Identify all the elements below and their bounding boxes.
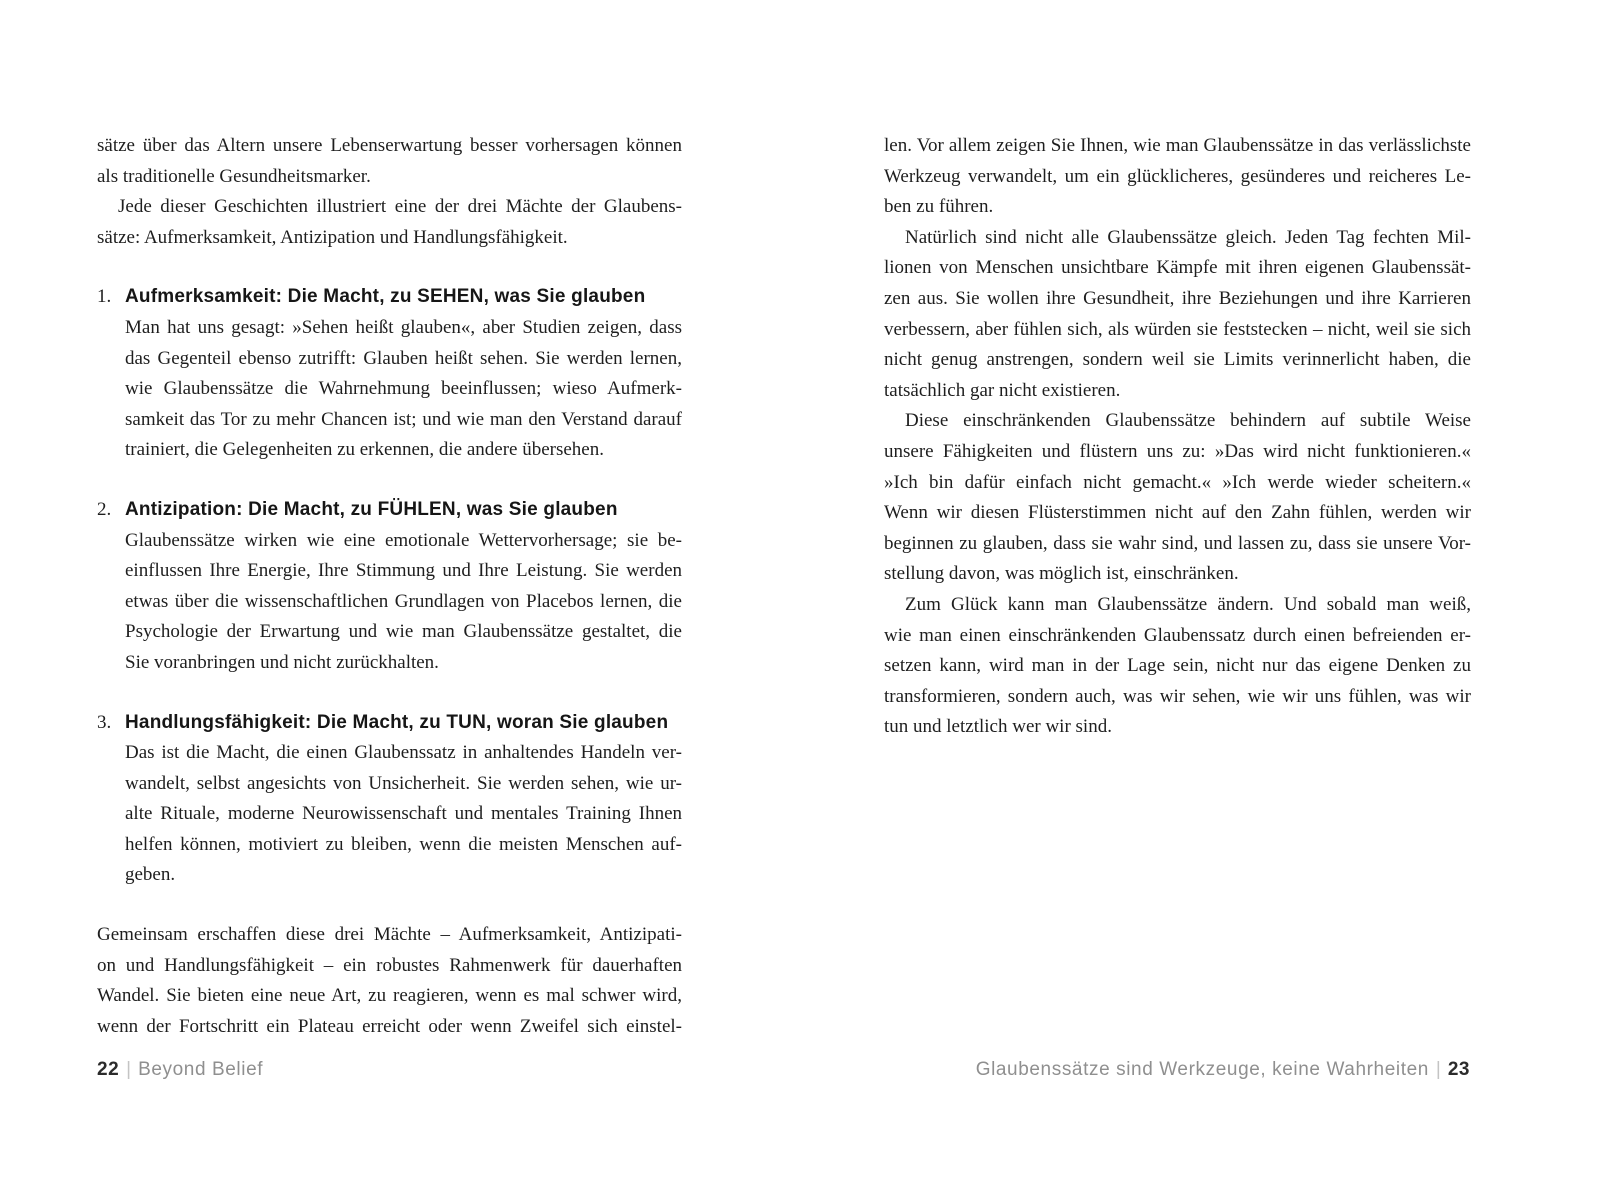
- list-item-heading: Handlungsfähigkeit: Die Macht, zu TUN, woran Sie glauben: [125, 711, 669, 733]
- text-line: samkeit das Tor zu mehr Chancen ist; und wie man den Verstand darauf: [125, 408, 682, 430]
- text-line: Psychologie der Erwartung und wie man Glaubenssätze gestaltet, die: [125, 621, 682, 643]
- text-line: Werkzeug verwandelt, um ein glücklicheres, gesünderes und reicheres Le-: [884, 165, 1471, 187]
- text-line: einflussen Ihre Energie, Ihre Stimmung und Ihre Leistung. Sie werden: [125, 560, 682, 582]
- text-line: Wenn wir diesen Flüsterstimmen nicht auf den Zahn fühlen, werden wir: [884, 502, 1471, 524]
- page-left: [97, 131, 682, 1042]
- text-line: transformieren, sondern auch, was wir sehen, wie wir uns fühlen, was wir: [884, 685, 1471, 707]
- page-number-left: 22: [97, 1059, 120, 1080]
- list-item: [97, 282, 682, 466]
- page-number-right: 23: [1447, 1059, 1470, 1080]
- text-line: wie Glaubenssätze die Wahrnehmung beeinflussen; wieso Aufmerk-: [125, 378, 682, 400]
- text-line: Jede dieser Geschichten illustriert eine der drei Mächte der Glaubens-: [118, 196, 682, 218]
- text-line: tun und letztlich wer wir sind.: [884, 716, 1112, 738]
- text-line: alte Rituale, moderne Neurowissenschaft und mentales Training Ihnen: [125, 803, 682, 825]
- text-line: Gemeinsam erschaffen diese drei Mächte – Aufmerksamkeit, Antizipati-: [97, 924, 682, 946]
- text-line: verbessern, aber fühlen sich, als würden sie feststecken – nicht, weil sie sich: [884, 318, 1471, 340]
- footer-book-title: Beyond Belief: [138, 1059, 264, 1080]
- text-line: geben.: [125, 864, 176, 886]
- footer-chapter-title: Glaubenssätze sind Werkzeuge, keine Wahrheiten: [975, 1059, 1429, 1080]
- text-line: nicht genug anstrengen, sondern weil sie Limits verinnerlicht haben, die: [884, 349, 1471, 371]
- text-line: len. Vor allem zeigen Sie Ihnen, wie man Glaubenssätze in das verlässlichste: [884, 135, 1471, 156]
- text-line: ben zu führen.: [884, 196, 994, 218]
- paragraph: [97, 192, 682, 253]
- text-line: Das ist die Macht, die einen Glaubenssatz in anhaltendes Handeln ver-: [125, 742, 682, 764]
- text-line: wie man einen einschränkenden Glaubenssatz durch einen befreienden er-: [884, 624, 1471, 646]
- text-line: beginnen zu glauben, dass sie wahr sind, und lassen zu, dass sie unsere Vor-: [884, 532, 1471, 554]
- list-item-number: 3.: [97, 711, 112, 733]
- text-line: sätze über das Altern unsere Lebenserwartung besser vorhersagen können: [97, 135, 682, 156]
- list-item-heading: Antizipation: Die Macht, zu FÜHLEN, was Sie glauben: [125, 498, 618, 520]
- text-line: etwas über die wissenschaftlichen Grundlagen von Placebos lernen, die: [125, 590, 682, 612]
- footer-left: [97, 1057, 263, 1083]
- text-line: zen aus. Sie wollen ihre Gesundheit, ihre Beziehungen und ihre Karrieren: [884, 287, 1471, 309]
- paragraph: [884, 590, 1471, 743]
- text-line: als traditionelle Gesundheitsmarker.: [97, 165, 371, 187]
- text-line: Glaubenssätze wirken wie eine emotionale Wettervorhersage; sie be-: [125, 529, 682, 551]
- footer-separator: |: [1435, 1059, 1441, 1080]
- text-line: Man hat uns gesagt: »Sehen heißt glauben«, aber Studien zeigen, dass: [125, 316, 682, 338]
- text-line: Natürlich sind nicht alle Glaubenssätze gleich. Jeden Tag fechten Mil-: [905, 226, 1471, 248]
- paragraph: [884, 406, 1471, 590]
- text-line: das Gegenteil ebenso zutrifft: Glauben heißt sehen. Sie werden lernen,: [125, 347, 682, 369]
- paragraph: [97, 920, 682, 1042]
- text-line: Zum Glück kann man Glaubenssätze ändern. Und sobald man weiß,: [905, 593, 1471, 615]
- text-line: Wandel. Sie bieten eine neue Art, zu reagieren, wenn es mal schwer wird,: [97, 985, 682, 1007]
- text-line: unsere Fähigkeiten und flüstern uns zu: »Das wird nicht funktionieren.«: [884, 440, 1471, 462]
- text-line: Diese einschränkenden Glaubenssätze behindern auf subtile Weise: [905, 410, 1471, 432]
- numbered-list: [97, 282, 682, 891]
- list-item-body: [125, 313, 682, 466]
- list-item-body: [125, 526, 682, 679]
- footer-separator: |: [126, 1059, 132, 1080]
- paragraph: [884, 223, 1471, 407]
- paragraph: [97, 131, 682, 192]
- list-item: [97, 708, 682, 892]
- text-line: trainiert, die Gelegenheiten zu erkennen, die andere übersehen.: [125, 439, 604, 461]
- list-item-body: [125, 738, 682, 891]
- text-line: wenn der Fortschritt ein Plateau erreicht oder wenn Zweifel sich einstel-: [97, 1015, 682, 1037]
- text-line: sätze: Aufmerksamkeit, Antizipation und Handlungsfähigkeit.: [97, 226, 568, 248]
- text-line: on und Handlungsfähigkeit – ein robustes Rahmenwerk für dauerhaften: [97, 954, 682, 976]
- list-item-number: 1.: [97, 286, 112, 308]
- text-line: lionen von Menschen unsichtbare Kämpfe mit ihren eigenen Glaubenssät-: [884, 257, 1471, 279]
- list-item-heading: Aufmerksamkeit: Die Macht, zu SEHEN, was Sie glauben: [125, 286, 646, 308]
- text-line: stellung davon, was möglich ist, einschränken.: [884, 563, 1239, 585]
- paragraph: [884, 131, 1471, 223]
- footer-right: [976, 1057, 1470, 1083]
- text-line: setzen kann, wird man in der Lage sein, nicht nur das eigene Denken zu: [884, 655, 1471, 677]
- list-item-number: 2.: [97, 498, 112, 520]
- text-line: wandelt, selbst angesichts von Unsicherheit. Sie werden sehen, wie ur-: [125, 772, 682, 794]
- text-line: »Ich bin dafür einfach nicht gemacht.« »Ich werde wieder scheitern.«: [884, 471, 1471, 493]
- text-line: Sie voranbringen und nicht zurückhalten.: [125, 651, 439, 673]
- list-item: [97, 495, 682, 679]
- text-line: helfen können, motiviert zu bleiben, wenn die meisten Menschen auf-: [125, 833, 682, 855]
- page-right: [884, 131, 1471, 743]
- text-line: tatsächlich gar nicht existieren.: [884, 379, 1121, 401]
